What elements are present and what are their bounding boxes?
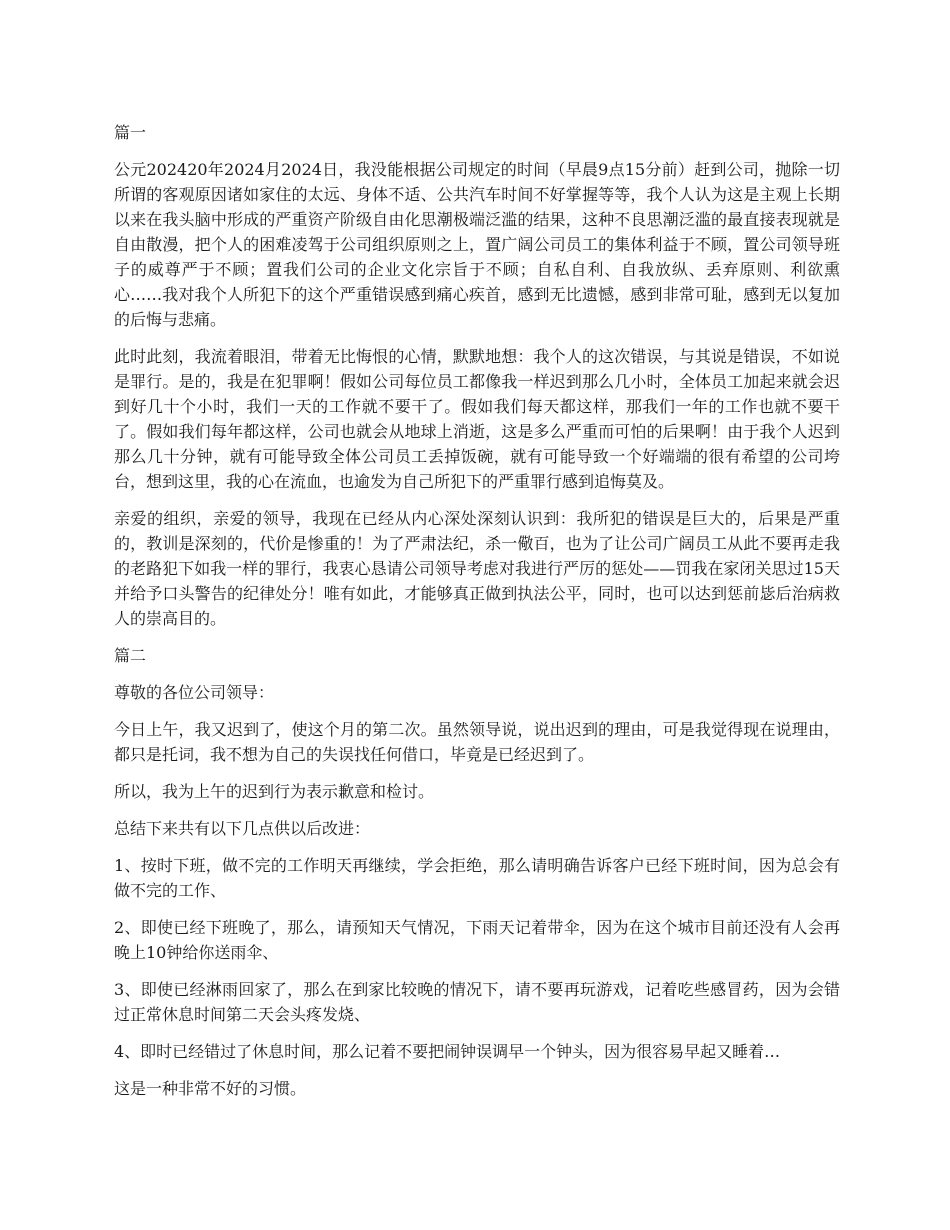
list-item: 4、即时已经错过了休息时间，那么记着不要把闹钟误调早一个钟头，因为很容易早起又睡着… [114, 1042, 781, 1061]
list-item: 3、即使已经淋雨回家了，那么在到家比较晚的情况下，请不要再玩游戏，记着吃些感冒药，因为会错过正常休息时间第二天会头疼发烧、 [114, 980, 840, 1024]
paragraph: 亲爱的组织，亲爱的领导，我现在已经从内心深处深刻认识到：我所犯的错误是巨大的，后果是严重的，教训是深刻的，代价是惨重的！为了严肃法纪，杀一儆百，也为了让公司广阔员工从此不要再走我的老路犯下如我一样的罪行，我衷心恳请公司领导考虑对我进行严厉的惩处——罚我在家闭关思过15天并给予口头警告的纪律处分！唯有如此，才能够真正做到执法公平，同时，也可以达到惩前毖后治病救人的崇高目的。 [114, 509, 840, 628]
paragraph: 总结下来共有以下几点供以后改进： [114, 819, 371, 838]
list-item: 2、即使已经下班晚了，那么，请预知天气情况，下雨天记着带伞，因为在这个城市目前还没有人会再晚上10钟给你送雨伞、 [114, 918, 840, 962]
section-heading-2: 篇二 [114, 646, 147, 665]
paragraph: 此时此刻，我流着眼泪，带着无比悔恨的心情，默默地想：我个人的这次错误，与其说是错误，不如说是罪行。是的，我是在犯罪啊！假如公司每位员工都像我一样迟到那么几小时，全体员工加起来就会迟到好几十个小时，我们一天的工作就不要干了。假如我们每天都这样，那我们一年的工作也就不要干了。假如我们每年都这样，公司也就会从地球上消逝，这是多么严重而可怕的后果啊！由于我个人迟到那么几十分钟，就有可能导致全体公司员工丢掉饭碗，就有可能导致一个好端端的很有希望的公司垮台，想到这里，我的心在流血，也逾发为自己所犯下的严重罪行感到追悔莫及。 [114, 347, 840, 491]
section-heading-1: 篇一 [114, 123, 147, 142]
paragraph: 公元202420年2024月2024日，我没能根据公司规定的时间（早晨9点15分前）赶到公司，抛除一切所谓的客观原因诸如家住的太远、身体不适、公共汽车时间不好掌握等等，我个人认为这是主观上长期以来在我头脑中形成的严重资产阶级自由化思潮极端泛滥的结果，这种不良思潮泛滥的最直接表现就是自由散漫，把个人的困难凌驾于公司组织原则之上，置广阔公司员工的集体利益于不顾，置公司领导班子的威尊严于不顾；置我们公司的企业文化宗旨于不顾；自私自利、自我放纵、丢弃原则、利欲熏心……我对我个人所犯下的这个严重错误感到痛心疾首，感到无比遗憾，感到非常可耻，感到无以复加的后悔与悲痛。 [114, 160, 840, 329]
paragraph: 今日上午，我又迟到了，使这个月的第二次。虽然领导说，说出迟到的理由，可是我觉得现在说理由，都只是托词，我不想为自己的失误找任何借口，毕竟是已经迟到了。 [114, 720, 840, 764]
salutation: 尊敬的各位公司领导： [114, 683, 275, 702]
paragraph: 所以，我为上午的迟到行为表示歉意和检讨。 [114, 782, 435, 801]
document-body [114, 120, 840, 1113]
closing-sentence: 这是一种非常不好的习惯。 [114, 1079, 307, 1098]
list-item: 1、按时下班，做不完的工作明天再继续，学会拒绝，那么请明确告诉客户已经下班时间，因为总会有做不完的工作、 [114, 856, 840, 900]
